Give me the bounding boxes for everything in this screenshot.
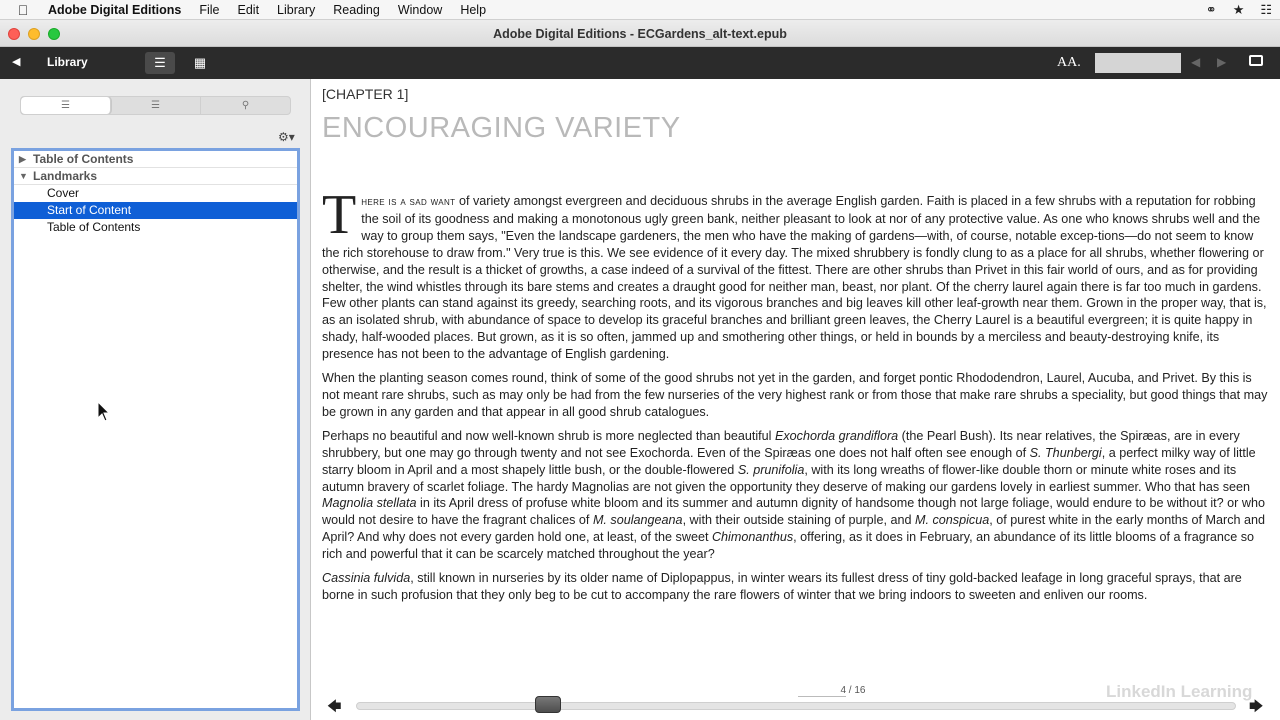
text-run: in its April dress of profuse white bloom and its summer and autumn dignity of handsome though not large foliage, would endure to be without it? or who would not desire to have the fragrant chalices of	[322, 496, 1265, 528]
menu-reading[interactable]: Reading	[333, 2, 380, 17]
page-indicator	[798, 685, 865, 697]
paragraph: When the planting season comes round, think of some of the good shrubs not yet in the garden, and forget pontic Rhododendron, Laurel, Aucuba, and Privet. By this is not meant rare shrubs, such as may only be had from the few nurseries of the very highest rank or from those that make rare shrubs a speciality, but good things that may be grown in any garden and that appear in all good shrub catalogues.	[322, 371, 1268, 419]
italic-run: M. conspicua	[915, 513, 990, 528]
gear-icon[interactable]: ⚙▾	[278, 130, 295, 144]
control-center-icon[interactable]: ☷	[1260, 2, 1272, 17]
fullscreen-icon[interactable]	[1249, 55, 1263, 66]
text-run: , with its long wreaths of flower-like double thorn or minute white roses and its autumn bravery of scarlet foliage. The hardy Magnolias are not given the opportunity they deserve of making our gardens lovely in earliest summer. Who that has seen	[322, 462, 1251, 494]
outline-group-toc[interactable]	[14, 151, 297, 168]
outline-item-label: Table of Contents	[47, 220, 141, 234]
menu-help[interactable]: Help	[460, 2, 487, 17]
current-page-field[interactable]: 4	[798, 685, 846, 697]
italic-run: M. soulangeana	[592, 513, 683, 528]
italic-run: S. prunifolia	[737, 462, 805, 477]
chapter-title: ENCOURAGING VARIETY	[322, 112, 681, 144]
toc-tab-icon[interactable]: ☰	[21, 97, 111, 114]
outline-item-table-of-contents[interactable]	[14, 219, 297, 236]
paragraph	[322, 184, 1270, 363]
prev-page-icon[interactable]: ◀	[1191, 55, 1201, 69]
outline-item-label: Start of Content	[47, 203, 132, 217]
bookmarks-tab-icon[interactable]: ☰	[111, 97, 201, 114]
italic-run: Chimonanthus	[711, 530, 794, 545]
page-navigation-bar	[311, 681, 1280, 720]
chapter-number: [CHAPTER 1]	[322, 86, 409, 102]
navigation-outline	[11, 148, 300, 711]
chevron-right-icon[interactable]: ▶	[19, 154, 26, 164]
outline-item-cover[interactable]	[14, 185, 297, 202]
search-icon[interactable]: ⚲	[241, 100, 250, 111]
outline-group-label: Landmarks	[33, 169, 98, 183]
outline-group-landmarks[interactable]	[14, 168, 297, 185]
window-title: Adobe Digital Editions - ECGardens_alt-text.epub	[493, 27, 787, 41]
menu-bar	[0, 0, 1280, 20]
italic-run: Magnolia stellata	[322, 496, 417, 511]
creative-cloud-icon[interactable]: ⚭	[1205, 2, 1217, 17]
prev-arrow-icon[interactable]: 🡄	[327, 698, 342, 714]
text-run: , still known in nurseries by its older name of Diplopappus, in winter wears its fullest dress of tiny gold-backed leafage in long graceful sprays, that are borne in such profusion that they only beg to be cut to accompany the rare flowers of winter that we bring indoors to sweeten and enliven our rooms.	[322, 571, 1242, 602]
window-title-bar	[0, 21, 1280, 47]
apple-icon[interactable]	[0, 2, 46, 18]
outline-item-start-of-content[interactable]	[14, 202, 297, 219]
lead-in-smallcaps: here is a sad want	[361, 196, 456, 208]
text-run: , with their outside staining of purple, and	[682, 513, 915, 528]
cursor-icon	[97, 401, 111, 423]
add-view-icon[interactable]: ▦	[193, 55, 207, 70]
chevron-down-icon[interactable]: ▼	[19, 171, 28, 181]
paragraph	[322, 570, 1270, 604]
outline-item-label: Cover	[47, 186, 80, 200]
app-toolbar	[0, 47, 1280, 79]
page-slider-thumb[interactable]	[535, 696, 561, 713]
back-arrow-icon[interactable]: ◀	[12, 56, 21, 68]
sidebar-view-switcher	[20, 96, 291, 115]
total-pages: / 16	[848, 685, 866, 696]
library-link[interactable]: Library	[47, 55, 88, 69]
drop-cap: T	[322, 184, 357, 246]
list-view-icon[interactable]: ☰	[145, 52, 175, 74]
chapter-body	[322, 184, 1270, 611]
search-input[interactable]	[1095, 53, 1181, 73]
paragraph-text: of variety amongst evergreen and deciduous shrubs in the average English garden. Faith is placed in a few shrubs with a reputation for robbing the soil of its goodness and making a monotonous ugly green bank, neither pleasant to look at nor of any protective value. As one who knows shrubs well and the way to group them says, "Even the landscape gardeners, the men who have the making of gardens—with, of course, notable excep-tions—do not seem to know the rich storehouse to draw from." Very true is this. We see evidence of it every day. The mixed shrubbery is fondly clung to as a place for all shrubs, whether flowering or otherwise, and the result is a thicket of growths, a case indeed of a survival of the fittest. There are other shrubs than Privet in this fair world of ours, and as for providing shelter, the wind whistles through its bare stems and creates a draught good for neither man, beast, nor plant. Of the cherry laurel again there is far too much in gardens. Few other plants can stand against its greedy, searching roots, and its vigorous branches and big leaves kill other leaf-growth near them. Grown in the proper way, that is, as an isolated shrub, with abundance of space to develop its graceful branches and brilliant green leaves, the Cherry Laurel is a beautiful evergreen; it is quite happy in shady, half-wooded places. But grown, as it is so often, jammed up and smothering other things, or held in bounds by a merciless and beauty-destroying knife, its presence has not been to the advantage of English gardening.	[322, 194, 1267, 362]
next-page-icon[interactable]: ▶	[1217, 55, 1227, 69]
font-size-label: AA	[1057, 55, 1078, 70]
sidebar	[0, 79, 311, 720]
text-run: , a perfect milky way of little starry bloom in April and a most shapely little bush, or the double-flowered	[322, 445, 1256, 477]
outline-group-label: Table of Contents	[33, 152, 134, 166]
next-arrow-icon[interactable]: 🡆	[1249, 698, 1264, 714]
italic-run: Exochorda grandiflora	[774, 428, 899, 443]
paragraph	[322, 428, 1270, 563]
italic-run: S. Thunbergi	[1029, 445, 1102, 460]
menu-window[interactable]: Window	[397, 2, 443, 17]
watermark: LinkedIn Learning	[1106, 682, 1253, 701]
menu-file[interactable]: File	[199, 2, 220, 17]
italic-run: Cassinia fulvida	[322, 571, 411, 586]
menu-library[interactable]: Library	[277, 2, 316, 17]
menu-app-name[interactable]: Adobe Digital Editions	[48, 2, 182, 17]
text-run: , offering, as it does in February, an abundance of its little blooms of a fragrance so rich and powerful that it can be scarcely matched throughout the year?	[322, 530, 1255, 562]
page-slider-track[interactable]	[356, 702, 1236, 710]
reading-pane	[311, 79, 1280, 720]
text-run: Perhaps no beautiful and now well-known shrub is more neglected than beautiful	[322, 428, 775, 443]
star-icon[interactable]: ★	[1232, 2, 1245, 17]
menu-edit[interactable]: Edit	[237, 2, 260, 17]
status-icons	[1206, 0, 1272, 20]
font-size-button[interactable]: AA.	[1057, 55, 1081, 70]
text-run: (the Pearl Bush). Its near relatives, the Spiræas, are in every shrubbery, but one may go through twenty and not see Exochorda. Even of the Spiræas one does not half often see enough of	[322, 428, 1240, 460]
text-run: , of purest white in the early months of March and April? And why does not every garden hold one, at least, of the sweet	[322, 513, 1266, 545]
